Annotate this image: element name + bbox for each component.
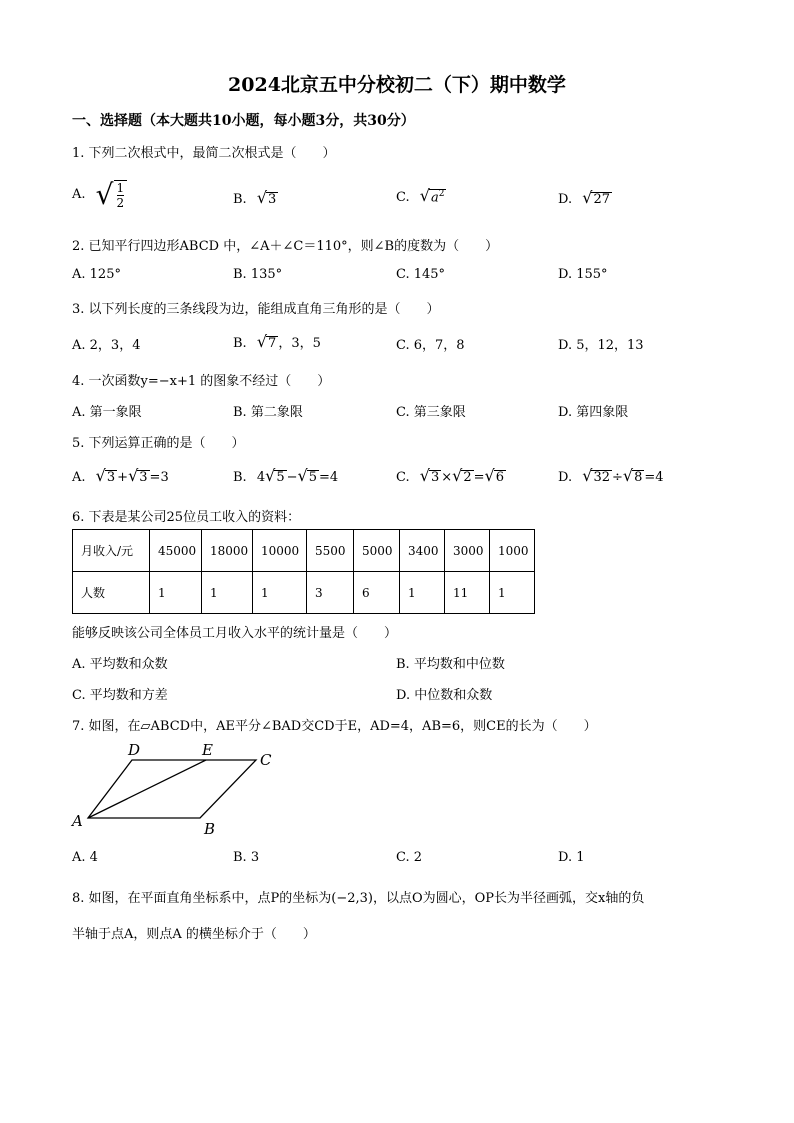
option-label: A. [72, 187, 86, 202]
option-label: D. [558, 470, 573, 485]
radicand: 3 [430, 470, 440, 485]
q3-option-b: B. √7 ，3，5 [233, 332, 321, 351]
table-cell: 6 [354, 572, 400, 614]
question-4-stem: 4. 一次函数y=−x+1 的图象不经过（ ） [72, 374, 331, 389]
table-cell: 10000 [253, 530, 307, 572]
vertex-label: B [204, 820, 216, 838]
table-cell: 3000 [445, 530, 490, 572]
question-8-line-1: 8. 如图，在平面直角坐标系中，点P的坐标为(−2,3)，以点O为圆心，OP长为半径画弧，交x轴的负 [72, 891, 645, 906]
radicand: a [430, 190, 439, 205]
question-6-stem: 6. 下表是某公司25位员工收入的资料： [72, 510, 301, 525]
q3-option-d: D. 5，12，13 [558, 338, 644, 353]
q7-option-c: C. 2 [396, 850, 423, 865]
fraction-numerator: 1 [116, 180, 125, 195]
question-3-stem: 3. 以下列长度的三条线段为边，能组成直角三角形的是（ ） [72, 302, 440, 317]
radicand: 3 [106, 470, 116, 485]
q3-option-c: C. 6，7，8 [396, 338, 465, 353]
page-title: 2024北京五中分校初二（下）期中数学 [228, 74, 566, 96]
fraction-denominator: 2 [116, 195, 125, 210]
exponent: 2 [438, 188, 445, 199]
q4-option-c: C. 第三象限 [396, 405, 466, 420]
question-6-follow: 能够反映该公司全体员工月收入水平的统计量是（ ） [72, 626, 398, 641]
q5-option-a: A. √3 +√3 =3 [72, 466, 169, 485]
result: =3 [149, 470, 169, 485]
radicand: 7 [268, 336, 277, 351]
table-cell: 3400 [400, 530, 445, 572]
q2-option-c: C. 145° [396, 267, 446, 282]
radicand: 3 [139, 470, 148, 485]
q1-option-a: A. √ $\frac{1}{2}$ [72, 178, 127, 211]
parallelogram-figure [66, 738, 286, 842]
table-cell: 1 [202, 572, 253, 614]
vertex-label: D [128, 741, 141, 759]
radicand: 2 [463, 470, 472, 485]
question-1-stem: 1. 下列二次根式中，最简二次根式是（ ） [72, 146, 336, 161]
table-cell: 月收入/元 [73, 530, 150, 572]
vertex-label: A [72, 812, 83, 830]
result: =4 [644, 470, 664, 485]
table-cell: 人数 [73, 572, 150, 614]
q6-option-d: D. 中位数和众数 [396, 688, 493, 703]
question-5-stem: 5. 下列运算正确的是（ ） [72, 436, 245, 451]
q1-option-d: D. √27 [558, 188, 610, 207]
vertex-label: C [260, 751, 272, 769]
radicand: 6 [495, 470, 505, 485]
table-row [73, 572, 535, 614]
option-label: B. [233, 336, 247, 351]
operator: = [473, 470, 485, 485]
table-cell: 18000 [202, 530, 253, 572]
radicand: 3 [268, 192, 277, 207]
bisector-line [88, 760, 206, 818]
result: =4 [318, 470, 339, 485]
option-label: B. [233, 192, 247, 207]
section-heading: 一、选择题（本大题共10小题，每小题3分，共30分） [72, 113, 415, 129]
table-cell: 5000 [354, 530, 400, 572]
radicand: 5 [276, 470, 285, 485]
table-cell: 1 [490, 572, 535, 614]
q1-option-b: B. √3 [233, 188, 277, 207]
coefficient: 4 [256, 470, 266, 485]
operator: ÷ [611, 470, 623, 485]
table-cell: 1 [150, 572, 202, 614]
q4-option-a: A. 第一象限 [72, 405, 142, 420]
table-cell: 11 [445, 572, 490, 614]
operator: + [117, 470, 129, 485]
q3-option-a: A. 2，3，4 [72, 338, 141, 353]
table-cell: 45000 [150, 530, 202, 572]
radicand: 27 [593, 192, 610, 207]
question-8-line-2: 半轴于点A，则点A 的横坐标介于（ ） [72, 927, 316, 942]
table-cell: 1 [253, 572, 307, 614]
q2-option-a: A. 125° [72, 267, 121, 282]
table-cell: 3 [307, 572, 354, 614]
q1-option-c: C. $√a^2$ [396, 186, 445, 205]
q2-option-d: D. 155° [558, 267, 608, 282]
q6-option-a: A. 平均数和众数 [72, 657, 168, 672]
radicand: 5 [308, 470, 317, 485]
q5-option-b: B. 4√5 −√5 =4 [233, 466, 339, 485]
q4-option-d: D. 第四象限 [558, 405, 629, 420]
q5-option-c: C. √3 ×√2 =√6 [396, 466, 505, 485]
q6-option-b: B. 平均数和中位数 [396, 657, 505, 672]
table-cell: 1000 [490, 530, 535, 572]
q7-option-d: D. 1 [558, 850, 585, 865]
option-label: C. [396, 190, 410, 205]
q6-option-c: C. 平均数和方差 [72, 688, 168, 703]
q4-option-b: B. 第二象限 [233, 405, 303, 420]
option-label: A. [72, 470, 86, 485]
option-label: D. [558, 192, 573, 207]
option-label: B. [233, 470, 247, 485]
operator: × [441, 470, 453, 485]
table-cell: 5500 [307, 530, 354, 572]
q5-option-d: D. √32 ÷√8 =4 [558, 466, 664, 485]
operator: − [286, 470, 298, 485]
vertex-label: E [202, 741, 213, 759]
table-cell: 1 [400, 572, 445, 614]
q7-option-a: A. 4 [72, 850, 98, 865]
option-label: C. [396, 470, 410, 485]
radicand: 32 [593, 470, 610, 485]
q2-option-b: B. 135° [233, 267, 283, 282]
question-7-stem: 7. 如图，在▱ABCD中，AE平分∠BAD交CD于E，AD=4，AB=6，则CE的长为（ ） [72, 719, 597, 734]
q7-option-b: B. 3 [233, 850, 260, 865]
income-table [72, 529, 535, 614]
parallelogram-outline [88, 760, 256, 818]
table-row [73, 530, 535, 572]
question-2-stem: 2. 已知平行四边形ABCD 中，∠A＋∠C＝110°，则∠B的度数为（ ） [72, 239, 499, 254]
option-rest: ，3，5 [278, 336, 321, 351]
radicand: 8 [634, 470, 643, 485]
